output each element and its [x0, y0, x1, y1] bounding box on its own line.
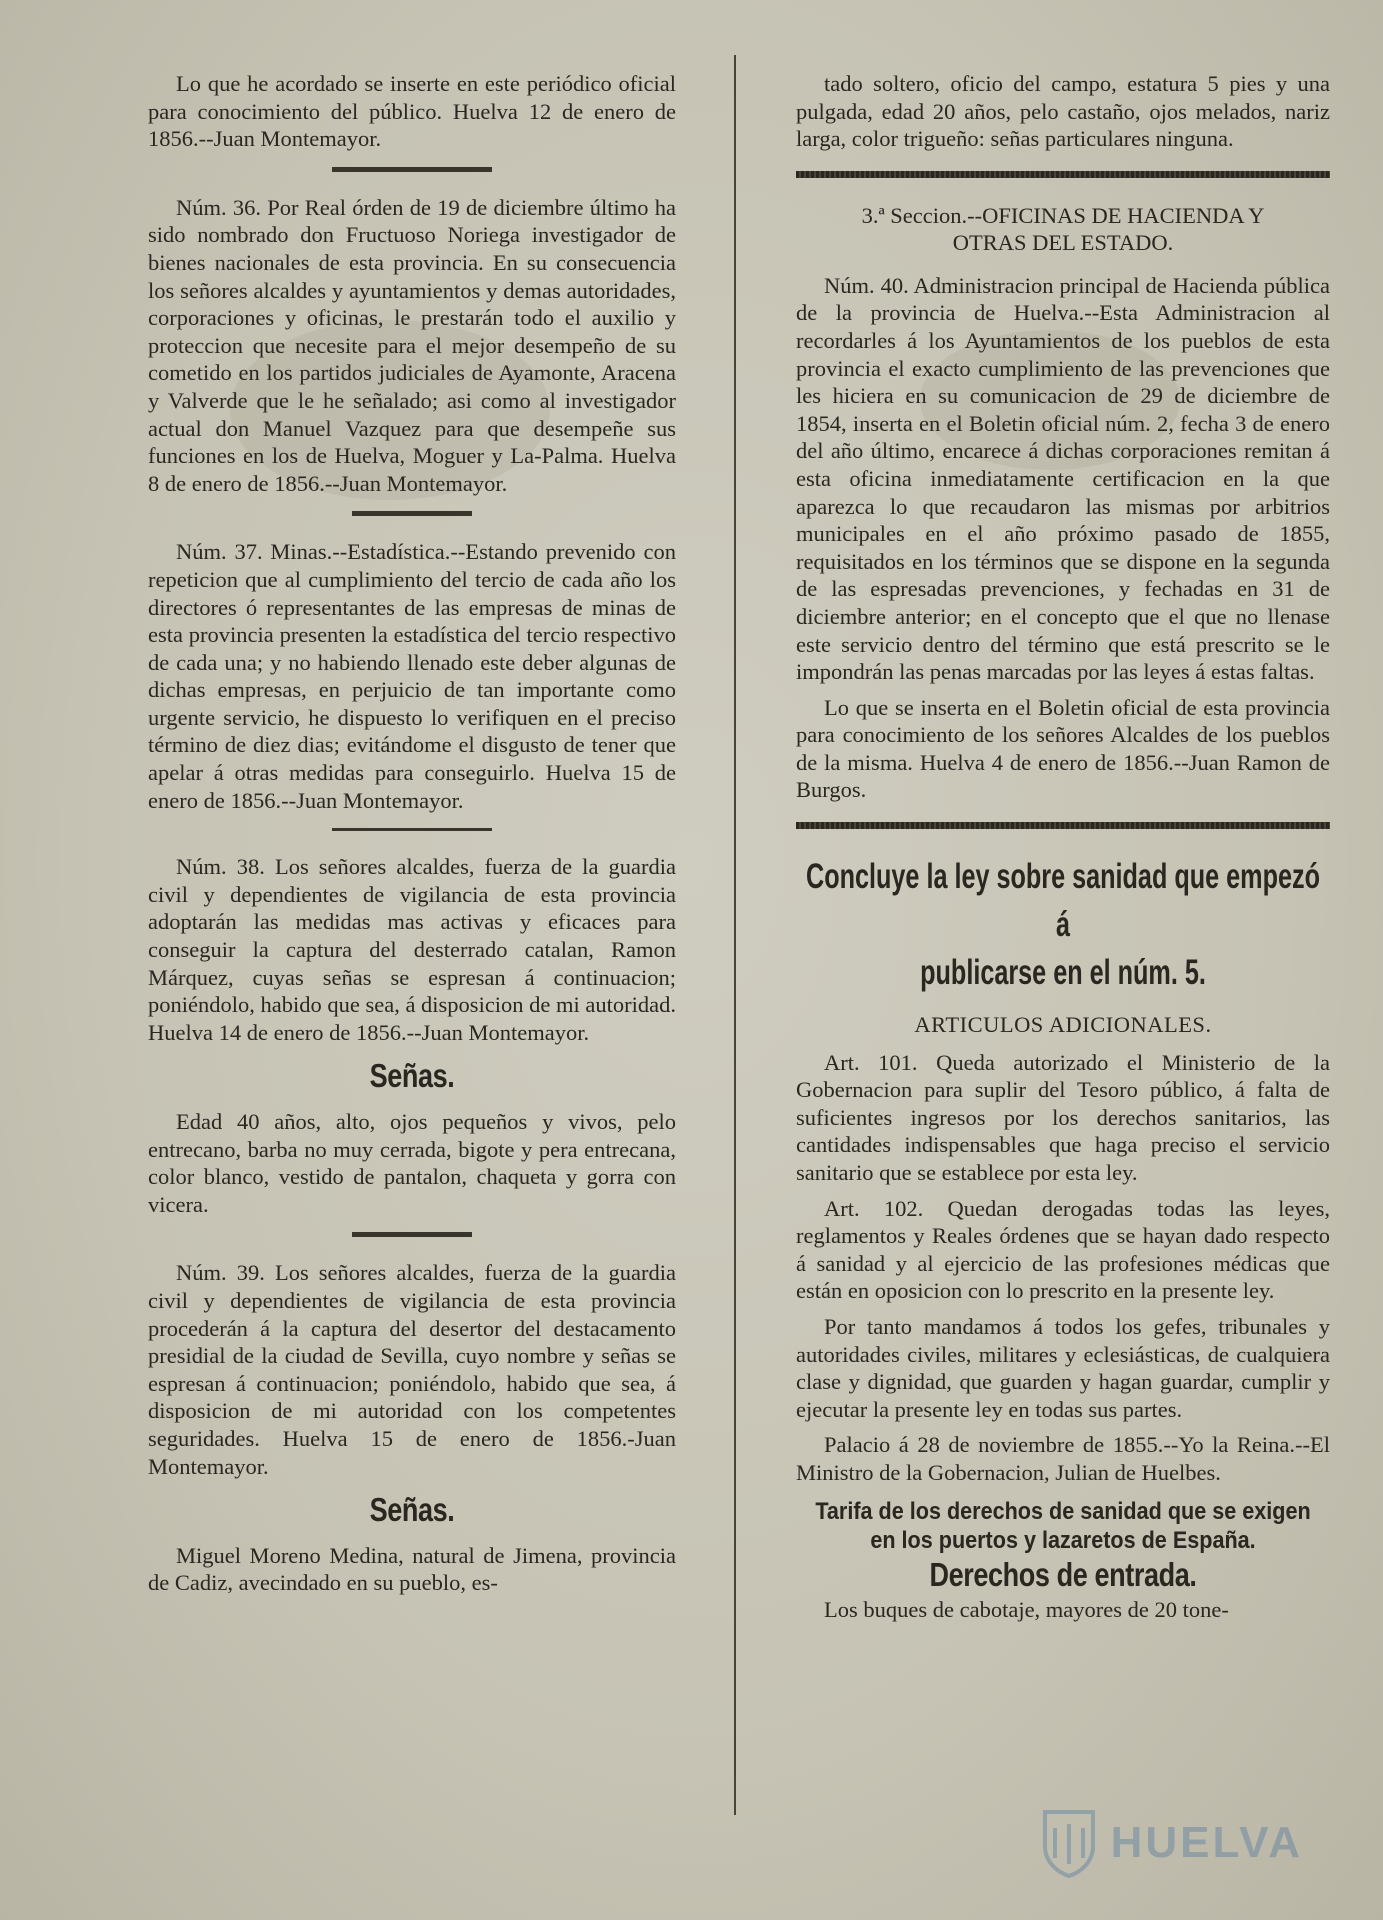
paragraph-num-37: Núm. 37. Minas.--Estadística.--Estando prevenido con repeticion que al cumplimiento del tercio de cada año los directores ó representantes de las empresas de minas de esta provincia presenten la estadística del tercio respectivo de cada una; y no habiendo llenado este deber algunas de dichas empresas, en perjuicio de tan importante como urgente servicio, he dispuesto lo verifiquen en el preciso término de diez dias; evitándome el disgusto de tener que apelar á otras medidas para conseguirlo. Huelva 15 de enero de 1856.--Juan Montemayor. [148, 539, 676, 813]
senas-heading: Señas. [369, 1057, 455, 1095]
paragraph-art-101: Art. 101. Queda autorizado el Ministerio de la Gobernacion para suplir del Tesoro público, á falta de suficientes ingresos por los derechos sanitarios, las cantidades indispensables que haga preciso el servicio sanitario que se establece por esta ley. [796, 1049, 1330, 1186]
law-title [806, 853, 1320, 997]
paragraph: Por tanto mandamos á todos los gefes, tribunales y autoridades civiles, militares y eclesiásticas, de cualquiera clase y dignidad, que guarden y hagan guardar, cumplir y ejecutar la presente ley en todas sus partes. [796, 1314, 1330, 1422]
entrada-heading: Derechos de entrada. [929, 1555, 1197, 1593]
paragraph-senas: Edad 40 años, alto, ojos pequeños y vivos, pelo entrecano, barba no muy cerrada, bigote y pera entrecana, color blanco, vestido de pantalon, chaqueta y gorra con vicera. [148, 1109, 676, 1217]
separator-rule [352, 511, 472, 516]
law-title-line: publicarse en el núm. 5. [920, 953, 1206, 993]
paragraph-num-39: Núm. 39. Los señores alcaldes, fuerza de la guardia civil y dependientes de vigilancia de esta provincia procederán á la captura del desertor del destacamento presidial de la ciudad de Sevilla, cuyo nombre y señas se espresan á continuacion; poniéndolo, habido que sea, á disposicion de mi autoridad con los competentes seguridades. Huelva 15 de enero de 1856.-Juan Montemayor. [148, 1260, 676, 1479]
section-title-line: OTRAS DEL ESTADO. [952, 229, 1174, 255]
paragraph-signature: Palacio á 28 de noviembre de 1855.--Yo la Reina.--El Ministro de la Gobernacion, Julian de Huelbes. [796, 1432, 1330, 1485]
separator-rule [332, 828, 492, 831]
paragraph-num-38: Núm. 38. Los señores alcaldes, fuerza de la guardia civil y dependientes de vigilancia de esta provincia adoptarán las medidas mas activas y eficaces para conseguir la captura del desterrado catalan, Ramon Márquez, cuyas señas se espresan á continuacion; poniéndolo, habido que sea, á disposicion de mi autoridad. Huelva 14 de enero de 1856.--Juan Montemayor. [148, 854, 677, 1045]
paragraph-num-40: Núm. 40. Administracion principal de Hacienda pública de la provincia de Huelva.--Esta Administracion al recordarles á los Ayuntamientos de los pueblos de esta provincia el exacto cumplimiento de las prevenciones que les hiciera en su comunicacion de 29 de diciembre de 1854, inserta en el Boletin oficial núm. 2, fecha 3 de enero del año último, encarece á dichas corporaciones remitan á esta oficina inmediatamente certificacion en la que aparezca lo que recaudaron las mismas por arbitrios municipales en el año próximo pasado de 1855, requisitados en los términos que se dispone en la segunda de las espresadas prevenciones, y fechadas en 31 de diciembre anterior; en el concepto que el que no llenase este servicio dentro del término que está prescrito se le impondrán las penas marcadas por las leyes á estas faltas. [796, 272, 1330, 685]
paragraph: Lo que se inserta en el Boletin oficial de esta provincia para conocimiento de los señores Alcaldes de los pueblos de la misma. Huelva 4 de enero de 1856.--Juan Ramon de Burgos. [796, 694, 1330, 803]
tarifa-heading [805, 1497, 1322, 1555]
section-title-line: 3.ª Seccion.--OFICINAS DE HACIENDA Y [861, 202, 1265, 228]
shield-icon [1039, 1808, 1099, 1878]
paragraph-senas: Miguel Moreno Medina, natural de Jimena, provincia de Cadiz, avecindado en su pueblo, es- [148, 1542, 676, 1596]
separator-rule [352, 1232, 472, 1237]
section-title [796, 202, 1330, 256]
column-divider [734, 55, 736, 1815]
law-title-line: Concluye la ley sobre sanidad que empezó á [806, 857, 1320, 945]
paragraph: Los buques de cabotaje, mayores de 20 tone- [824, 1597, 1229, 1623]
articles-subheading: ARTICULOS ADICIONALES. [914, 1012, 1212, 1038]
right-column [796, 70, 1330, 1632]
paragraph: Lo que he acordado se inserte en este periódico oficial para conocimiento del público. Huelva 12 de enero de 1856.--Juan Montemayor. [148, 71, 676, 152]
paragraph-art-102: Art. 102. Quedan derogadas todas las leyes, reglamentos y Reales órdenes que se hayan dado respecto á sanidad y al ejercicio de las profesiones médicas que están en oposicion con lo prescrito en la presente ley. [796, 1195, 1330, 1304]
tarifa-line: en los puertos y lazaretos de España. [870, 1526, 1256, 1554]
watermark-text: HUELVA [1110, 1818, 1303, 1867]
watermark [1039, 1808, 1303, 1878]
paragraph: tado soltero, oficio del campo, estatura 5 pies y una pulgada, edad 20 años, pelo castaño, ojos melados, nariz larga, color trigueño: señas particulares ninguna. [796, 71, 1330, 152]
senas-heading: Señas. [369, 1491, 455, 1529]
separator-rule [796, 822, 1330, 829]
separator-rule [332, 167, 492, 172]
paragraph-num-36: Núm. 36. Por Real órden de 19 de diciembre último ha sido nombrado don Fructuoso Noriega investigador de bienes nacionales de esta provincia. En su consecuencia los señores alcaldes y ayuntamientos y demas autoridades, corporaciones y oficinas, le prestarán todo el auxilio y proteccion que necesite para el mejor desempeño de su cometido en los partidos judiciales de Ayamonte, Aracena y Valverde que le he señalado; asi como al investigador actual don Manuel Vazquez para que desempeñe sus funciones en los de Huelva, Moguer y La-Palma. Huelva 8 de enero de 1856.--Juan Montemayor. [148, 194, 676, 496]
tarifa-line: Tarifa de los derechos de sanidad que se exigen [815, 1497, 1311, 1525]
left-column [148, 70, 676, 1605]
separator-rule [796, 171, 1330, 178]
